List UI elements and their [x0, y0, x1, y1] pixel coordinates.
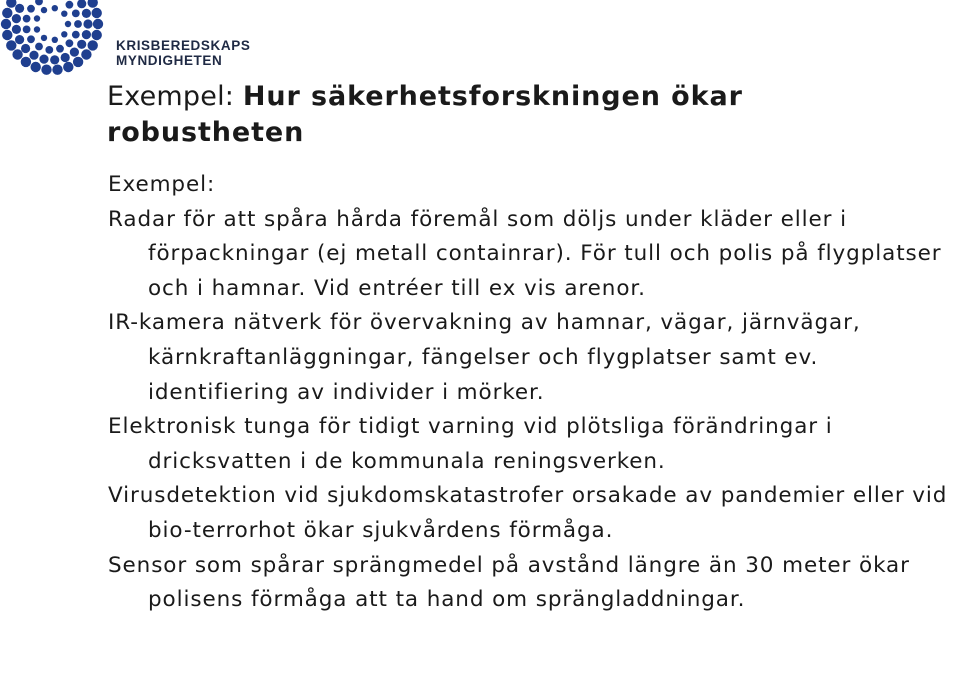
logo-dot — [15, 35, 24, 44]
logo-dot — [23, 15, 31, 23]
logo-dot — [52, 5, 58, 11]
title-prefix: Exempel: — [107, 81, 235, 112]
dotted-circle-logo-icon — [0, 0, 110, 80]
logo-dot — [31, 62, 41, 72]
logo-dot — [82, 30, 91, 39]
logo-dot — [41, 35, 47, 41]
logo-dot — [77, 0, 86, 8]
logo-dot — [70, 48, 79, 57]
logo-dot — [21, 57, 31, 67]
logo-dot — [61, 31, 67, 37]
logo-dot — [65, 21, 71, 27]
logo-dot — [88, 40, 98, 50]
logo-dot — [2, 30, 12, 40]
logo-dot — [50, 55, 59, 64]
logo-dot — [88, 0, 98, 8]
slide-content — [108, 168, 958, 618]
logo-line-2: MYNDIGHETEN — [116, 53, 223, 68]
logo-dot — [92, 30, 102, 40]
logo-dot — [35, 43, 43, 51]
logo-dot — [2, 8, 12, 18]
logo-dot — [52, 37, 58, 43]
intro-text: Exempel: — [108, 172, 216, 197]
logo-dot — [45, 46, 53, 54]
logo-dot — [1, 19, 11, 29]
list-item: Elektronisk tunga för tidigt varning vid plötsliga förändringar i dricksvatten i de kommunala reningsverken. — [108, 414, 833, 474]
logo-dot — [93, 19, 103, 29]
logo-dot — [23, 26, 31, 34]
logo-dot — [74, 20, 82, 28]
logo-dot — [41, 65, 51, 75]
logo-dot — [56, 45, 64, 53]
logo-dot — [92, 8, 102, 18]
logo-dot — [12, 25, 21, 34]
list-item: Virusdetektion vid sjukdomskatastrofer orsakade av pandemier eller vid bio-terrorhot ökar sjukvårdens förmåga. — [108, 483, 948, 543]
logo-dot — [41, 7, 47, 13]
logo-dot — [63, 62, 73, 72]
logo-dot — [35, 0, 43, 5]
logo-dot — [29, 51, 38, 60]
logo-dot — [21, 44, 30, 53]
logo-line-1: KRISBEREDSKAPS — [116, 38, 251, 53]
list-item: Radar för att spåra hårda föremål som döljs under kläder eller i förpackningar (ej metall containrar). För tull och polis på flygplatser och i hamnar. Vid entréer till ex vis arenor. — [108, 206, 942, 301]
logo-dot — [82, 9, 91, 18]
logo-dot — [66, 39, 74, 47]
logo-dot — [61, 11, 67, 17]
list-item: IR-kamera nätverk för övervakning av hamnar, vägar, järnvägar, kärnkraftanläggningar, fängelser och flygplatser samt ev. identifiering av individer i mörker. — [108, 310, 861, 405]
logo-dot — [61, 53, 70, 62]
logo-text — [116, 38, 250, 68]
logo-dot — [83, 19, 92, 28]
logo-dot — [12, 49, 22, 59]
title-main: Hur säkerhetsforskningen ökar robustheten — [107, 81, 743, 148]
logo-dot — [34, 15, 40, 21]
logo — [0, 0, 270, 80]
logo-dot — [15, 4, 24, 13]
logo-dot — [73, 57, 83, 67]
logo-dot — [52, 65, 62, 75]
logo-dot — [34, 26, 40, 32]
logo-dot — [27, 35, 35, 43]
logo-dot — [39, 55, 48, 64]
list-item: Sensor som spårar sprängmedel på avstånd längre än 30 meter ökar polisens förmåga att ta hand om sprängladdningar. — [108, 552, 910, 613]
logo-dot — [12, 14, 21, 23]
logo-dot — [72, 31, 80, 39]
logo-dot — [72, 10, 80, 18]
logo-dot — [6, 0, 16, 8]
logo-dot — [77, 40, 86, 49]
logo-dot — [6, 40, 16, 50]
logo-dot — [66, 1, 74, 9]
logo-dot — [27, 5, 35, 13]
logo-dot — [81, 49, 91, 59]
slide-title — [107, 79, 947, 151]
